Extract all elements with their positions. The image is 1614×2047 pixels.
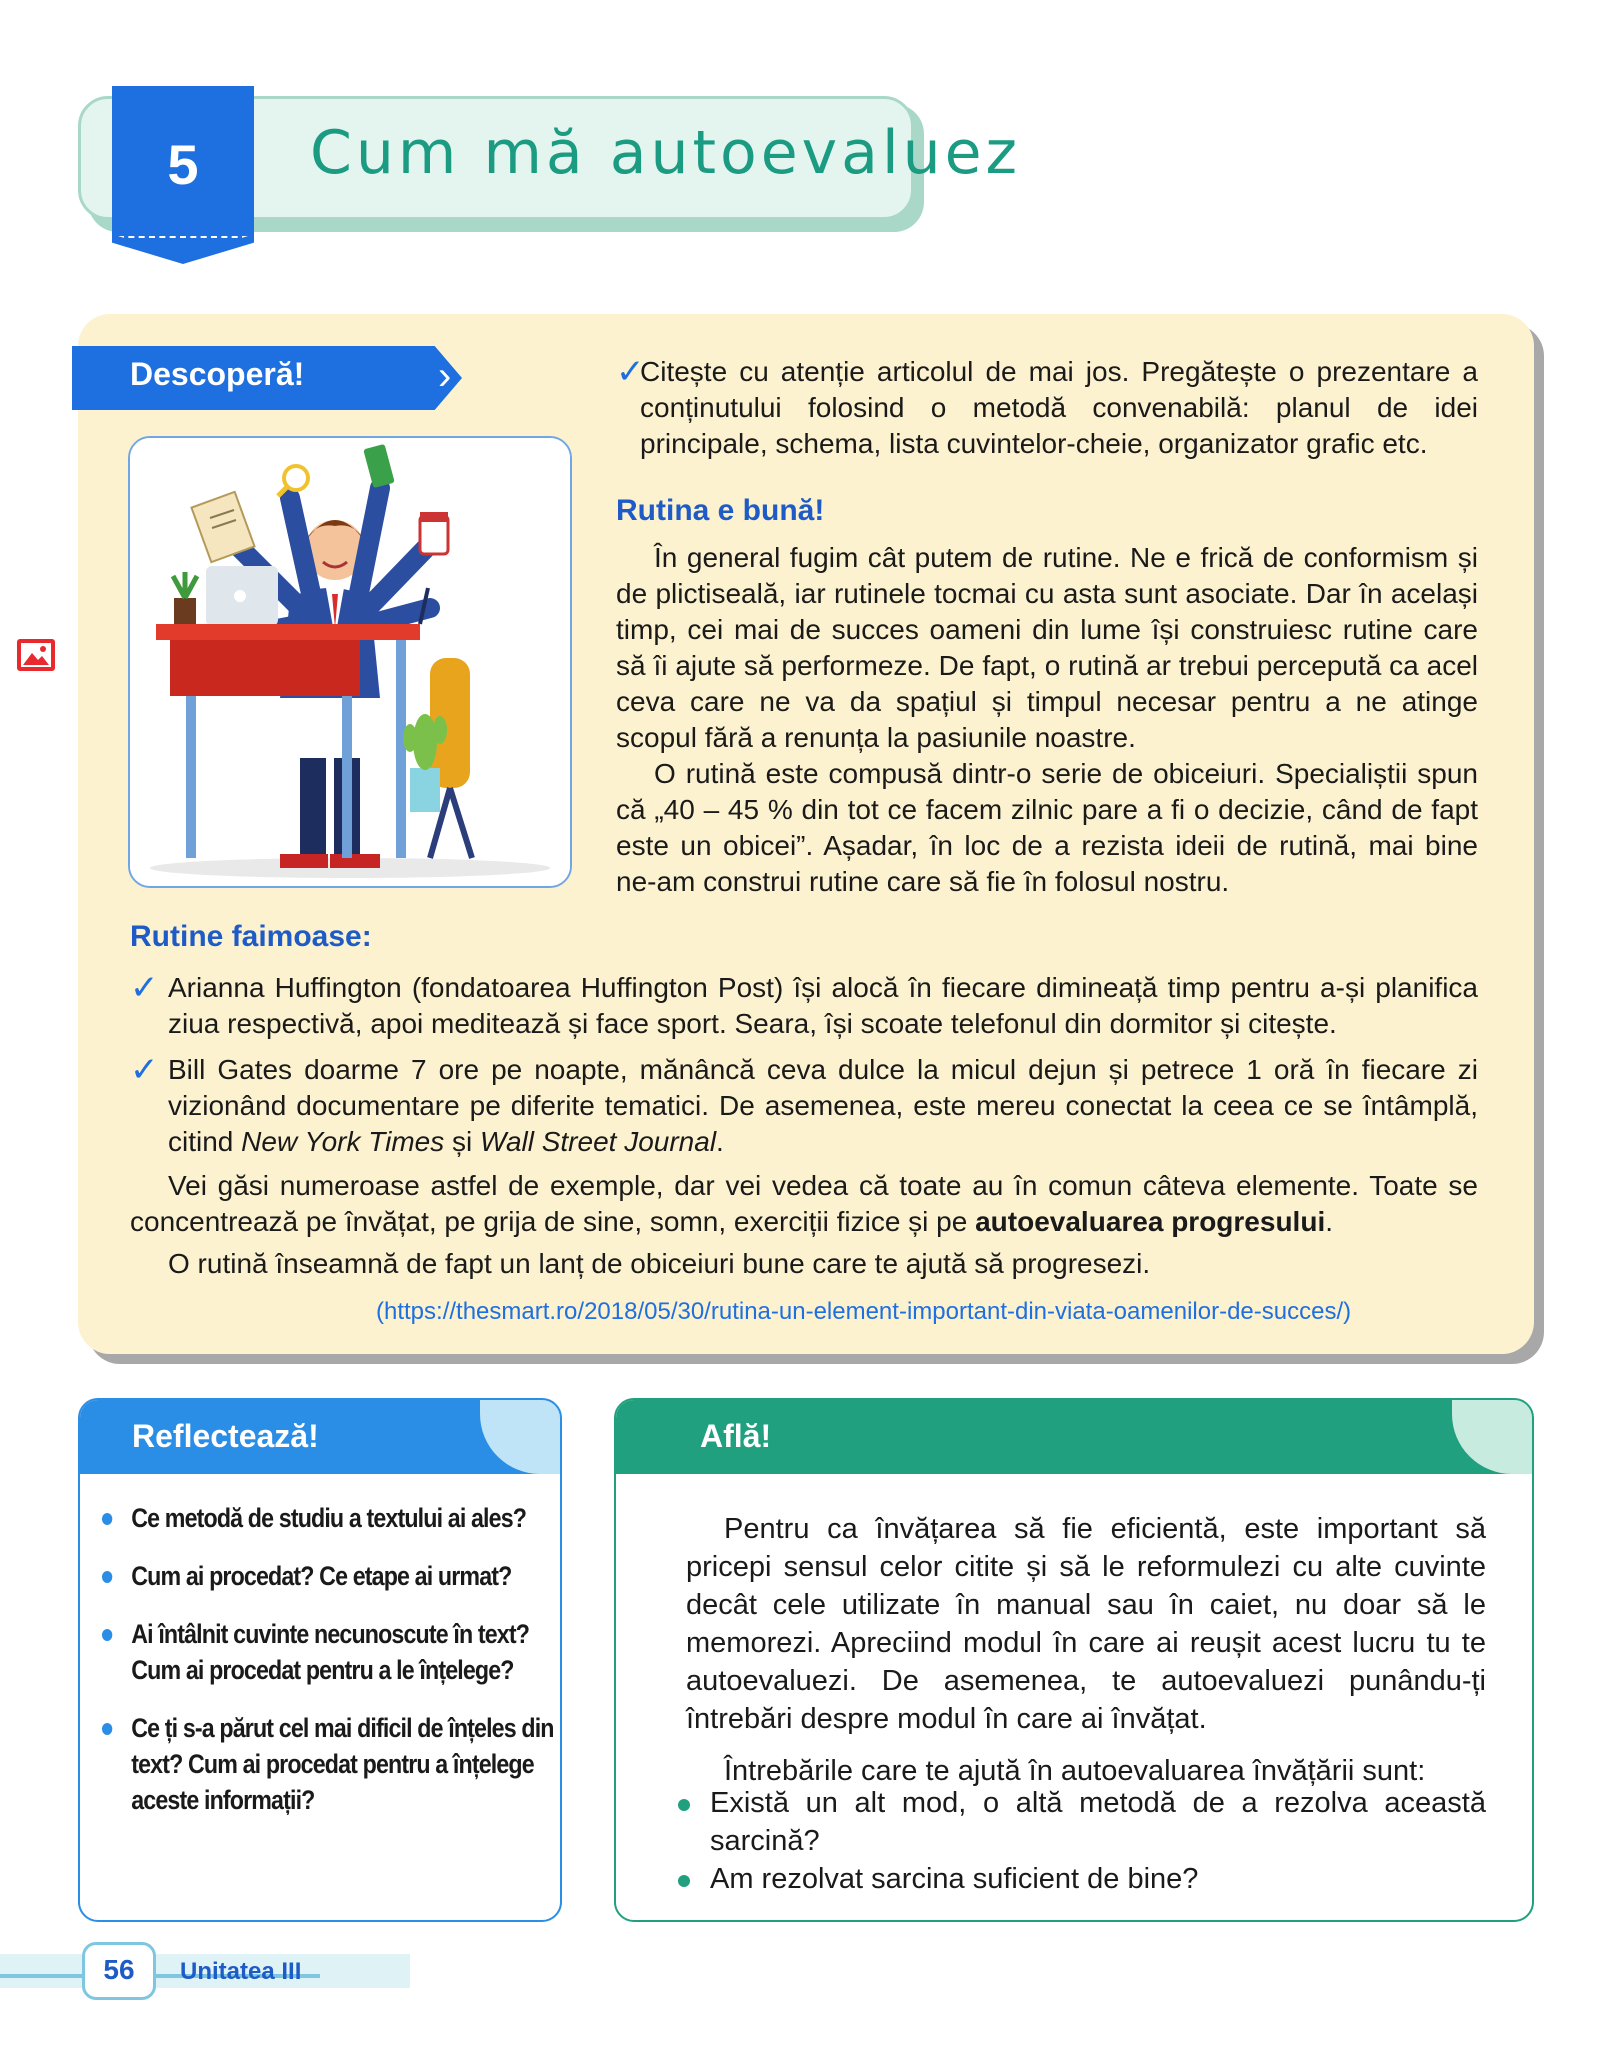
- unit-label: Unitatea III: [180, 1958, 302, 1985]
- reflect-question: Ce ți s-a părut cel mai dificil de înțeles din text? Cum ai procedat pentru a înțelege aceste informații?: [102, 1710, 561, 1818]
- newspaper-name: New York Times: [241, 1126, 445, 1157]
- learn-questions: [670, 1784, 1486, 1898]
- check-icon: ✓: [616, 353, 645, 391]
- text-run: Vei găsi numeroase astfel de exemple, dar vei vedea că toate au în comun câteva elemente. Toate se concentrează pe învățat, pe grija de sine, somn, exerciții fizice și pe: [130, 1170, 1478, 1237]
- page-number: 56: [103, 1954, 135, 1985]
- text-run: și: [444, 1126, 481, 1157]
- famous-routine-item: [168, 1052, 1478, 1160]
- article-paragraph: O rutină este compusă dintr-o serie de obiceiuri. Specialiștii spun că „40 – 45 % din tot ce facem zilnic pare a fi o decizie, când de fapt este un obicei”. Așadar, în loc de a rezista ideii de rutină, mai bine ne-am construi rutine care să fie în folosul nostru.: [616, 758, 1478, 897]
- article-title: Rutina e bună!: [616, 494, 825, 527]
- reflect-title: Reflectează!: [132, 1418, 319, 1454]
- learn-paragraph: [686, 1510, 1486, 1790]
- emphasis-text: autoevaluarea progresului: [975, 1206, 1326, 1237]
- article-body: [616, 540, 1478, 900]
- learn-box: [614, 1398, 1534, 1922]
- learn-title: Află!: [700, 1418, 772, 1454]
- text-run: Bill Gates doarme 7 ore pe noapte, mănâncă ceva dulce la micul dejun și petrece 1 oră în fiecare zi vizionând documentare pe diferite tematici. De asemenea, este mereu conectat la ceea ce se întâmplă, citind: [168, 1054, 1478, 1157]
- newspaper-name: Wall Street Journal: [480, 1126, 717, 1157]
- source-link[interactable]: (https://thesmart.ro/2018/05/30/rutina-un-element-important-din-viata-oamenilor-de-succes/): [376, 1298, 1352, 1325]
- famous-routine-item: Arianna Huffington (fondatoarea Huffington Post) își alocă în fiecare dimineață timp pentru a-și planifica ziua respectivă, apoi meditează și face sport. Seara, își scoate telefonul din dormitor și citește.: [168, 972, 1478, 1039]
- image-icon[interactable]: [16, 638, 56, 672]
- article-paragraph: În general fugim cât putem de rutine. Ne e frică de conformism și de plictiseală, iar rutinele tocmai cu asta sunt asociate. Dar în același timp, cei mai de succes oameni din lume își construiesc rutine care să îi ajute să performeze. De fapt, o rutină ar trebui percepută ca acel ceva care ne va da spațiul și timpul necesar pentru a ne atinge scopul fără a renunța la pasiunile noastre.: [616, 542, 1478, 753]
- check-icon: ✓: [130, 1051, 159, 1089]
- reflect-question: Cum ai procedat? Ce etape ai urmat?: [102, 1558, 561, 1594]
- learn-intro: Întrebările care te ajută în autoevaluarea învățării sunt:: [724, 1755, 1426, 1787]
- reflect-question: Ai întâlnit cuvinte necunoscute în text? Cum ai procedat pentru a le înțelege?: [102, 1616, 561, 1688]
- reflect-questions: [102, 1500, 554, 1840]
- famous-routines-title: Rutine faimoase:: [130, 920, 372, 953]
- discover-instruction: Citește cu atenție articolul de mai jos. Pregătește o prezentare a conținutului folosind o metodă convenabilă: planul de idei principale, schema, lista cuvintelor-cheie, organizator grafic etc.: [640, 356, 1478, 459]
- illustration-busy-man: [128, 436, 572, 888]
- closing-paragraph: [130, 1168, 1478, 1240]
- learn-question: Am rezolvat sarcina suficient de bine?: [670, 1860, 1486, 1898]
- reflect-question: Ce metodă de studiu a textului ai ales?: [102, 1500, 561, 1536]
- closing-sentence: O rutină înseamnă de fapt un lanț de obiceiuri bune care te ajută să progresezi.: [168, 1248, 1151, 1279]
- check-icon: ✓: [130, 969, 159, 1007]
- discover-label: Descoperă!: [130, 356, 305, 392]
- learn-paragraph-text: Pentru ca învățarea să fie eficientă, este important să pricepi sensul celor citite și să le reformulezi cu alte cuvinte decât cele utilizate în manual sau în caiet, nu doar să le memorezi. Apreciind modul în care ai reușit acest lucru tu te autoevaluezi. De asemenea, te autoevaluezi punându-ți întrebări despre modul în care ai învățat.: [686, 1513, 1486, 1735]
- text-run: .: [716, 1126, 724, 1157]
- learn-question: Există un alt mod, o altă metodă de a rezolva această sarcină?: [670, 1784, 1486, 1860]
- lesson-title: Cum mă autoevaluez: [310, 118, 1022, 188]
- text-run: .: [1325, 1206, 1333, 1237]
- lesson-number: 5: [167, 133, 199, 196]
- ribbon-chevron-icon: ›: [438, 354, 452, 398]
- reflect-box: [78, 1398, 562, 1922]
- busy-man-illustration: [130, 438, 570, 886]
